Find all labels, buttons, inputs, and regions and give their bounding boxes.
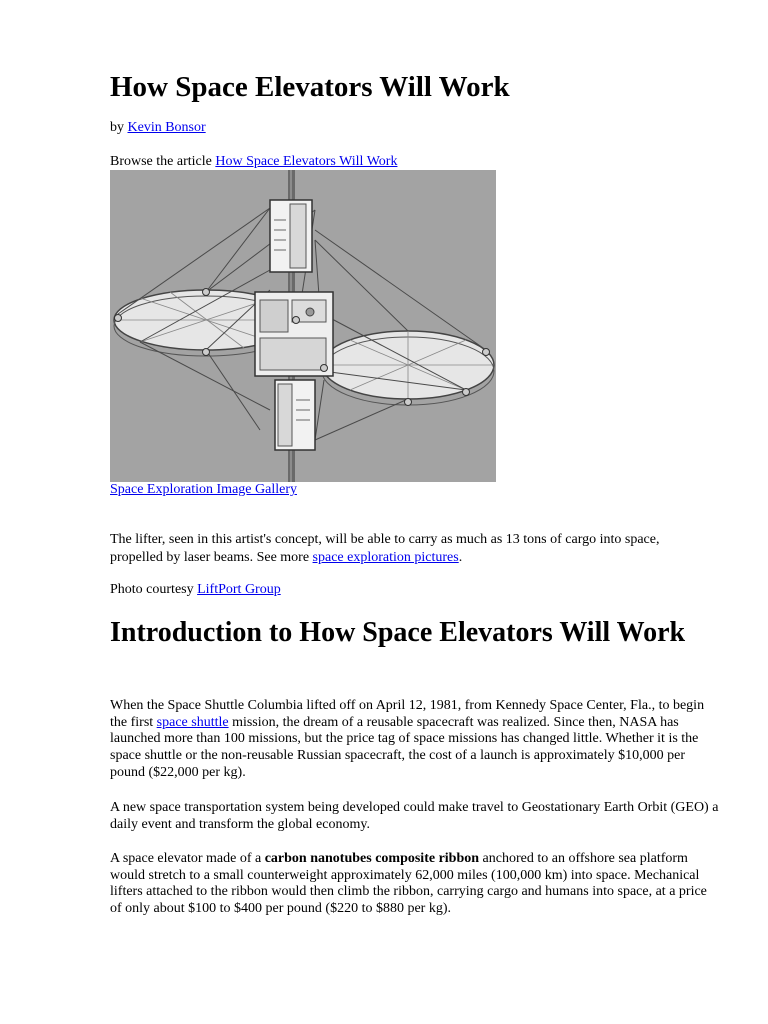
intro-paragraph-2: A new space transportation system being developed could make travel to Geostationary Earth Orbit (GEO) a daily event and transform the global economy.	[110, 800, 719, 832]
caption-end: .	[458, 549, 463, 565]
p3-text-a: A space elevator made of a	[110, 851, 265, 866]
caption-text: The lifter, seen in this artist's concept, will be able to carry as much as 13 tons of cargo into space, propelled by laser beams. See more	[110, 532, 660, 565]
browse-prefix: Browse the article	[110, 154, 216, 169]
p1-text-a: When the Space Shuttle Columbia lifted off on April 12, 1981, from Kennedy Space Center, Fla., to begin the first	[110, 698, 705, 730]
p3-text-b: anchored to an offshore sea platform would stretch to a small counterweight approximately 62,000 miles (100,000 km) into space. Mechanical lifters attached to the ribbon would then climb the ribbon, carrying cargo and humans into space, at a price of only about $100 to $400 per pound ($220 to $880 per kg).	[110, 851, 707, 917]
author-link[interactable]: Kevin Bonsor	[127, 120, 206, 135]
courtesy-prefix: Photo courtesy	[110, 582, 198, 597]
p3-bold-term: carbon nanotubes composite ribbon	[264, 851, 480, 866]
liftport-link[interactable]: LiftPort Group	[197, 582, 281, 597]
lifter-illustration	[110, 170, 496, 482]
byline	[110, 120, 206, 136]
browse-article-link[interactable]: How Space Elevators Will Work	[215, 154, 398, 169]
lower-module	[275, 380, 315, 450]
central-module	[255, 292, 333, 376]
intro-paragraph-3	[110, 851, 722, 918]
image-gallery-link[interactable]: Space Exploration Image Gallery	[110, 482, 297, 497]
image-caption	[110, 531, 710, 566]
intro-paragraph-1	[110, 698, 722, 782]
gallery-line	[110, 482, 297, 498]
browse-line	[110, 154, 397, 170]
photo-courtesy	[110, 582, 281, 598]
byline-prefix: by	[110, 120, 128, 135]
space-shuttle-link[interactable]: space shuttle	[156, 714, 229, 730]
p1-text-b: mission, the dream of a reusable spacecraft was realized. Since then, NASA has launched more than 100 missions, but the price tag of space missions has changed little. Whether it is the space shuttle or the non-reusable Russian spacecraft, the cost of a launch is approximately $10,000 per pound ($22,000 per kg).	[110, 714, 699, 780]
space-exploration-pictures-link[interactable]: space exploration pictures	[312, 549, 459, 565]
page-title: How Space Elevators Will Work	[110, 71, 510, 103]
section-heading: Introduction to How Space Elevators Will Work	[110, 617, 686, 648]
lifter-drawing	[110, 170, 496, 482]
upper-module	[270, 200, 312, 272]
